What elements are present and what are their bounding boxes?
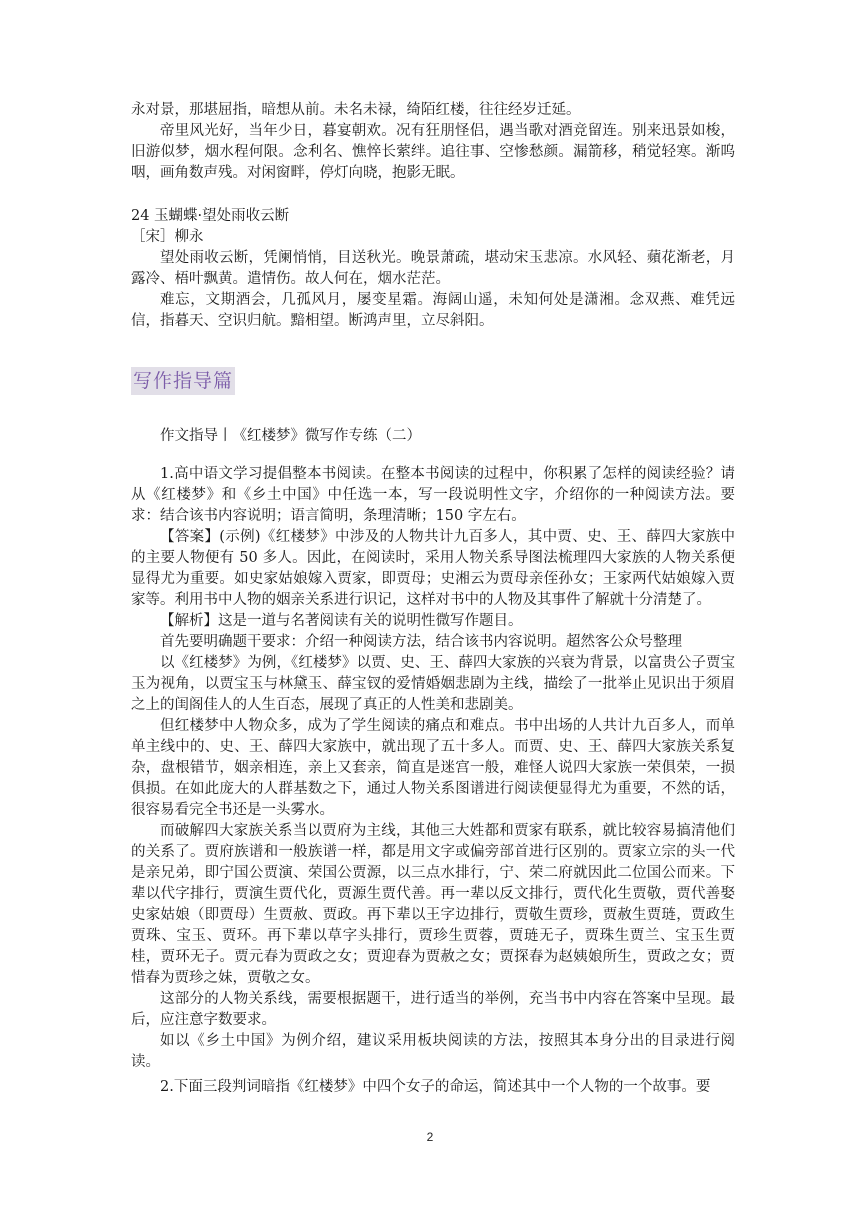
answer-paragraph: 【答案】(示例)《红楼梦》中涉及的人物共计九百多人，其中贾、史、王、薛四大家族中的主要人物便有 50 多人。因此，在阅读时，采用人物关系导图法梳理四大家族的人物关系便显得尤为重要。如史家姑娘嫁入贾家，即贾母；史湘云为贾母亲侄孙女；王家两代姑娘嫁入贾家等。利用书中人物的姻亲关系进行识记，这样对书中的人物及其事件了解就十分清楚了。 xyxy=(131,529,735,608)
poem-continuation xyxy=(131,100,735,184)
poem-24-title: 24 玉蝴蝶·望处雨收云断 xyxy=(131,208,290,224)
article-title-block xyxy=(131,426,735,447)
question-1: 1.高中语文学习提倡整本书阅读。在整本书阅读的过程中，你积累了怎样的阅读经验？请从《红楼梦》和《乡土中国》中任选一本，写一段说明性文字，介绍你的一种阅读方法。要求：结合该书内容说明；语言简明，条理清晰；150 字左右。 xyxy=(131,466,735,524)
body-paragraph-5: 这部分的人物关系线，需要根据题干，进行适当的举例，充当书中内容在答案中呈现。最后，应注意字数要求。 xyxy=(131,991,735,1028)
poem-24-author: ［宋］柳永 xyxy=(131,229,204,245)
page-number: 2 xyxy=(426,1130,434,1144)
section-heading: 写作指导篇 xyxy=(131,367,235,395)
body-paragraph-2: 以《红楼梦》为例，《红楼梦》以贾、史、王、薛四大家族的兴衰为背景，以富贵公子贾宝玉为视角，以贾宝玉与林黛玉、薛宝钗的爱情婚姻悲剧为主线，描绘了一批举止见识出于须眉之上的闺阁佳人的人生百态，展现了真正的人性美和悲剧美。 xyxy=(131,655,735,713)
body-paragraph-6: 如以《乡土中国》为例介绍，建议采用板块阅读的方法，按照其本身分出的目录进行阅读。 xyxy=(131,1033,735,1070)
poem-24-line-2: 难忘，文期酒会，几孤风月，屡变星霜。海阔山遥，未知何处是潇湘。念双燕、难凭远信，指暮天、空识归航。黯相望。断鸿声里，立尽斜阳。 xyxy=(131,292,735,329)
poem-prev-line-2: 帝里风光好，当年少日，暮宴朝欢。况有狂朋怪侣，遇当歌对酒竞留连。别来迅景如梭，旧游似梦，烟水程何限。念利名、憔悴长萦绊。追往事、空惨愁颜。漏箭移，稍觉轻寒。渐呜咽，画角数声残。对闲窗畔，停灯向晓，抱影无眠。 xyxy=(131,123,735,181)
question-2: 2.下面三段判词暗指《红楼梦》中四个女子的命运，简述其中一个人物的一个故事。要 xyxy=(160,1079,711,1095)
analysis-paragraph: 【解析】这是一道与名著阅读有关的说明性微写作题目。 xyxy=(160,613,523,629)
article-title: 作文指导丨《红楼梦》微写作专练（二） xyxy=(160,428,421,444)
article-body xyxy=(131,464,735,1073)
poem-prev-line-1: 永对景，那堪屈指，暗想从前。未名未禄，绮陌红楼，往往经岁迁延。 xyxy=(131,102,581,118)
body-paragraph-4: 而破解四大家族关系当以贾府为主线，其他三大姓都和贾家有联系，就比较容易搞清他们的关系了。贾府族谱和一般族谱一样，都是用文字或偏旁部首进行区别的。贾家立宗的头一代是亲兄弟，即宁国公贾演、荣国公贾源，以三点水排行，宁、荣二府就因此二位国公而来。下辈以代字排行，贾演生贾代化，贾源生贾代善。再一辈以反文排行，贾代化生贾敬，贾代善娶史家姑娘（即贾母）生贾赦、贾政。再下辈以王字边排行，贾敬生贾珍，贾赦生贾琏，贾政生贾珠、宝玉、贾环。再下辈以草字头排行，贾珍生贾蓉，贾琏无子，贾珠生贾兰、宝玉生贾桂，贾环无子。贾元春为贾政之女；贾迎春为贾赦之女；贾探春为赵姨娘所生，贾政之女；贾惜春为贾珍之妹，贾敬之女。 xyxy=(131,823,735,986)
poem-24-line-1: 望处雨收云断，凭阑悄悄，目送秋光。晚景萧疏，堪动宋玉悲凉。水风轻、蘋花渐老，月露冷、梧叶飘黄。遣情伤。故人何在，烟水茫茫。 xyxy=(131,250,735,287)
body-paragraph-3: 但红楼梦中人物众多，成为了学生阅读的痛点和难点。书中出场的人共计九百多人，而单单主线中的、史、王、薛四大家族中，就出现了五十多人。而贾、史、王、薛四大家族关系复杂，盘根错节，姻亲相连，亲上又套亲，简直是迷宫一般，难怪人说四大家族一荣俱荣，一损俱损。在如此庞大的人群基数之下，通过人物关系图谱进行阅读便显得尤为重要，不然的话，很容易看完全书还是一头雾水。 xyxy=(131,718,735,818)
body-paragraph-1: 首先要明确题干要求：介绍一种阅读方法，结合该书内容说明。超然客公众号整理 xyxy=(160,634,682,650)
question-2-block xyxy=(131,1077,735,1098)
poem-24 xyxy=(131,206,735,332)
